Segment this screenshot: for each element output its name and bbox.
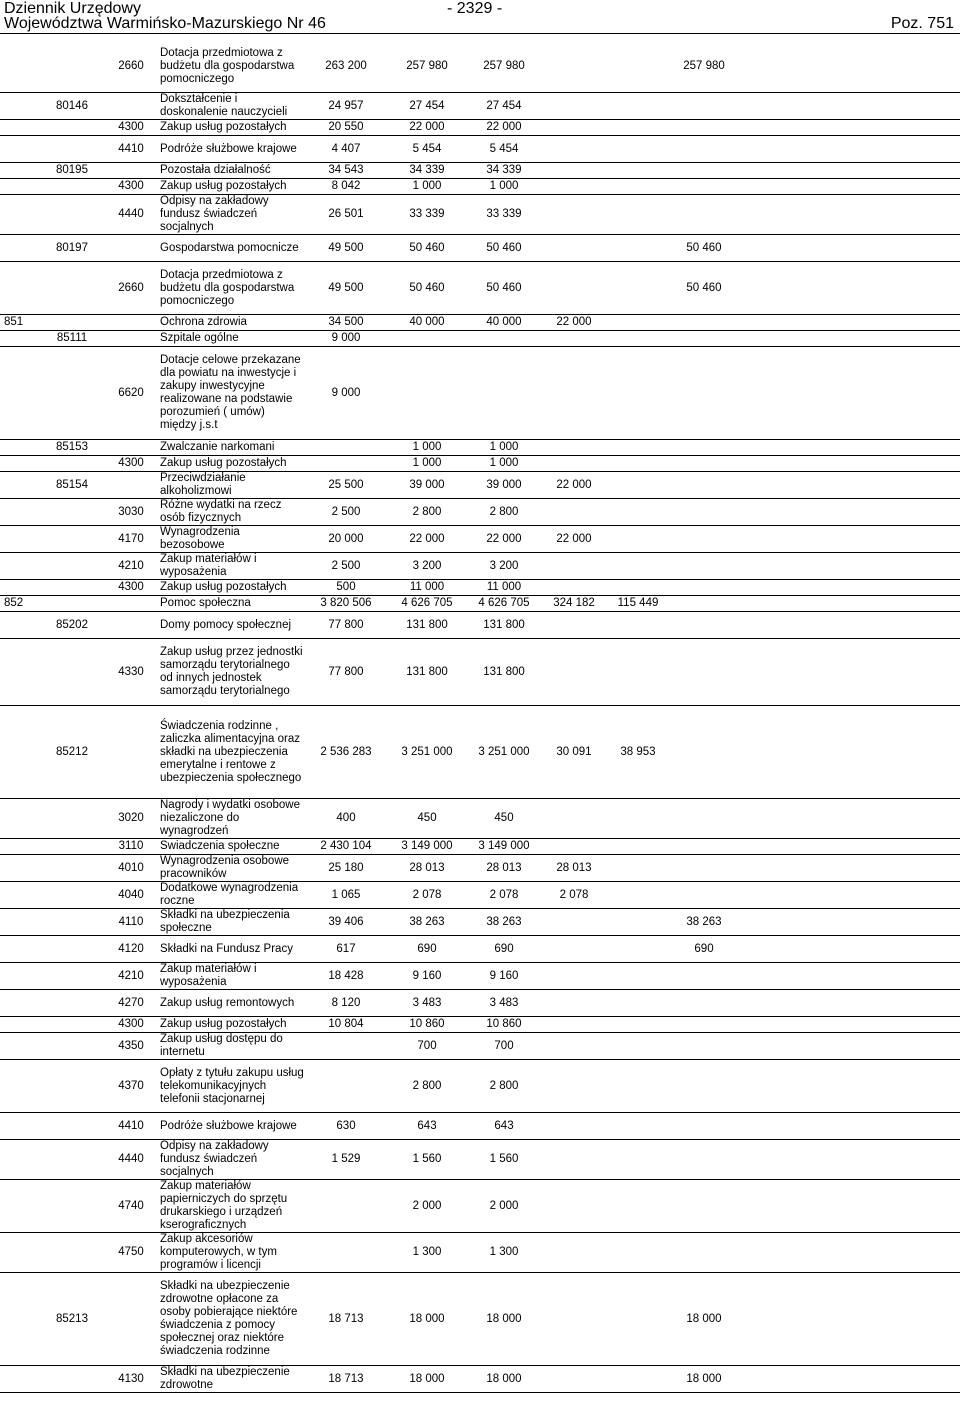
- journal-subtitle: Województwa Warmińsko-Mazurskiego Nr 46: [4, 15, 326, 32]
- amount-cell-2: 1 000: [412, 441, 442, 453]
- amount-cell-2: 690: [417, 942, 437, 955]
- paragraph-cell: 4410: [118, 1119, 144, 1132]
- paragraph-cell: 4010: [118, 861, 144, 874]
- paragraph-cell: 4210: [118, 969, 144, 982]
- description-cell: Opłaty z tytułu zakupu usług telekomunikacyjnych telefonii stacjonarnej: [160, 1066, 304, 1105]
- amount-cell-6: 18 000: [686, 1312, 722, 1325]
- amount-cell-2: 18 000: [409, 1372, 445, 1385]
- amount-cell-2: 2 800: [412, 1079, 442, 1092]
- amount-cell-1: 8 042: [331, 180, 361, 192]
- amount-cell-2: 1 000: [412, 457, 442, 469]
- table-row: [0, 1233, 960, 1273]
- amount-cell-3: 4 626 705: [478, 597, 530, 609]
- amount-cell-2: 40 000: [409, 316, 445, 328]
- table-row: [0, 909, 960, 936]
- table-row: [0, 580, 960, 596]
- table-row: [0, 472, 960, 499]
- amount-cell-3: 257 980: [483, 59, 525, 72]
- amount-cell-3: 131 800: [483, 618, 525, 631]
- amount-cell-3: 1 300: [489, 1246, 519, 1258]
- paragraph-cell: 4130: [118, 1372, 144, 1385]
- table-row: [0, 120, 960, 136]
- table-row: [0, 499, 960, 526]
- amount-cell-3: 18 000: [486, 1372, 522, 1385]
- paragraph-cell: 2660: [118, 281, 144, 294]
- amount-cell-3: 22 000: [486, 121, 522, 133]
- division-cell: 852: [4, 597, 24, 609]
- amount-cell-1: 34 543: [328, 164, 364, 176]
- amount-cell-3: 27 454: [486, 99, 522, 112]
- paragraph-cell: 4300: [118, 180, 144, 192]
- description-cell: Gospodarstwa pomocnicze: [160, 241, 299, 254]
- amount-cell-1: 24 957: [328, 99, 364, 112]
- description-cell: Zakup materiałów papierniczych do sprzętu drukarskiego i urządzeń kserograficznych: [160, 1180, 288, 1231]
- amount-cell-2: 27 454: [409, 99, 445, 112]
- table-row: [0, 262, 960, 315]
- amount-cell-2: 643: [417, 1119, 437, 1132]
- paragraph-cell: 4120: [118, 942, 144, 955]
- chapter-cell: 80197: [56, 241, 88, 254]
- paragraph-cell: 4410: [118, 142, 144, 155]
- amount-cell-2: 22 000: [409, 121, 445, 133]
- table-row: [0, 440, 960, 456]
- amount-cell-1: 18 713: [328, 1312, 364, 1325]
- amount-cell-3: 3 251 000: [478, 745, 530, 758]
- amount-cell-3: 18 000: [486, 1312, 522, 1325]
- amount-cell-2: 18 000: [409, 1312, 445, 1325]
- amount-cell-3: 10 860: [486, 1018, 522, 1030]
- amount-cell-2: 33 339: [409, 208, 445, 220]
- amount-cell-1: 49 500: [328, 281, 364, 294]
- paragraph-cell: 4210: [118, 559, 144, 572]
- amount-cell-3: 690: [494, 942, 514, 955]
- amount-cell-3: 1 000: [489, 180, 519, 192]
- table-row: [0, 456, 960, 472]
- amount-cell-4: 324 182: [553, 597, 595, 609]
- description-cell: Podróże służbowe krajowe: [160, 1119, 297, 1132]
- paragraph-cell: 4300: [118, 121, 144, 133]
- paragraph-cell: 4440: [118, 208, 144, 220]
- description-cell: Zakup usług pozostałych: [160, 180, 287, 192]
- amount-cell-3: 1 560: [489, 1153, 519, 1165]
- table-row: [0, 839, 960, 855]
- amount-cell-1: 500: [336, 581, 356, 593]
- table-row: [0, 706, 960, 799]
- table-row: [0, 1366, 960, 1393]
- table-row: [0, 136, 960, 163]
- amount-cell-2: 3 149 000: [401, 840, 453, 852]
- amount-cell-3: 450: [494, 812, 514, 824]
- table-row: [0, 1113, 960, 1140]
- amount-cell-1: 4 407: [331, 142, 361, 155]
- description-cell: Pozostała działalność: [160, 164, 271, 176]
- chapter-cell: 85111: [56, 332, 88, 344]
- amount-cell-1: 2 500: [331, 505, 361, 518]
- amount-cell-2: 257 980: [406, 59, 448, 72]
- amount-cell-1: 9 000: [331, 332, 361, 344]
- amount-cell-3: 50 460: [486, 241, 522, 254]
- paragraph-cell: 3110: [118, 840, 144, 852]
- amount-cell-2: 3 483: [412, 996, 442, 1009]
- header-rule: [0, 33, 960, 34]
- chapter-cell: 85213: [56, 1312, 88, 1325]
- amount-cell-1: 25 180: [328, 861, 364, 874]
- amount-cell-2: 2 800: [412, 505, 442, 518]
- description-cell: Dotacja przedmiotowa z budżetu dla gospodarstwa pomocniczego: [160, 46, 295, 85]
- paragraph-cell: 4110: [118, 915, 144, 928]
- amount-cell-6: 38 263: [686, 915, 722, 928]
- description-cell: Zakup usług pozostałych: [160, 1018, 287, 1030]
- table-row: [0, 882, 960, 909]
- amount-cell-4: 22 000: [556, 478, 592, 491]
- amount-cell-4: 28 013: [556, 861, 592, 874]
- paragraph-cell: 3020: [118, 812, 144, 824]
- paragraph-cell: 6620: [118, 386, 144, 399]
- amount-cell-6: 257 980: [683, 59, 725, 72]
- amount-cell-1: 3 820 506: [320, 597, 372, 609]
- description-cell: Zakup usług remontowych: [160, 996, 295, 1009]
- amount-cell-3: 3 483: [489, 996, 519, 1009]
- description-cell: Zakup usług pozostałych: [160, 121, 287, 133]
- amount-cell-3: 9 160: [489, 969, 519, 982]
- amount-cell-3: 700: [494, 1039, 514, 1052]
- amount-cell-3: 39 000: [486, 478, 522, 491]
- paragraph-cell: 4330: [118, 665, 144, 678]
- table-row: [0, 1060, 960, 1113]
- paragraph-cell: 4370: [118, 1079, 144, 1092]
- amount-cell-2: 34 339: [409, 164, 445, 176]
- amount-cell-1: 20 550: [328, 121, 364, 133]
- amount-cell-1: 18 428: [328, 969, 364, 982]
- amount-cell-6: 50 460: [686, 281, 722, 294]
- paragraph-cell: 4750: [118, 1246, 144, 1258]
- paragraph-cell: 3030: [118, 505, 144, 518]
- amount-cell-1: 2 500: [331, 559, 361, 572]
- description-cell: Dokształcenie i doskonalenie nauczycieli: [160, 93, 288, 118]
- description-cell: Domy pomocy społecznej: [160, 618, 292, 631]
- amount-cell-5: 38 953: [620, 745, 656, 758]
- table-row: [0, 235, 960, 262]
- paragraph-cell: 4270: [118, 996, 144, 1009]
- table-row: [0, 331, 960, 347]
- description-cell: Zakup usług dostępu do internetu: [160, 1033, 283, 1058]
- amount-cell-4: 30 091: [556, 745, 592, 758]
- table-row: [0, 639, 960, 706]
- table-row: [0, 40, 960, 93]
- paragraph-cell: 4740: [118, 1199, 144, 1212]
- chapter-cell: 85153: [56, 441, 88, 453]
- amount-cell-2: 38 263: [409, 915, 445, 928]
- amount-cell-1: 617: [336, 942, 356, 955]
- amount-cell-2: 50 460: [409, 241, 445, 254]
- amount-cell-1: 630: [336, 1119, 356, 1132]
- description-cell: Zakup usług przez jednostki samorządu terytorialnego od innych jednostek samorządu terytorialnego: [160, 646, 303, 697]
- amount-cell-4: 2 078: [559, 888, 589, 901]
- description-cell: Składki na Fundusz Pracy: [160, 942, 293, 955]
- table-row: [0, 1033, 960, 1060]
- amount-cell-2: 50 460: [409, 281, 445, 294]
- amount-cell-5: 115 449: [617, 597, 659, 609]
- description-cell: Swiadczenia społeczne: [160, 840, 280, 852]
- amount-cell-1: 10 804: [328, 1018, 364, 1030]
- amount-cell-1: 18 713: [328, 1372, 364, 1385]
- amount-cell-2: 1 000: [412, 180, 442, 192]
- amount-cell-1: 77 800: [328, 618, 364, 631]
- amount-cell-2: 9 160: [412, 969, 442, 982]
- table-row: [0, 195, 960, 235]
- amount-cell-2: 131 800: [406, 618, 448, 631]
- table-row: [0, 855, 960, 882]
- description-cell: Zakup materiałów i wyposażenia: [160, 963, 257, 988]
- table-row: [0, 526, 960, 553]
- paragraph-cell: 4440: [118, 1153, 144, 1165]
- amount-cell-1: 9 000: [331, 386, 361, 399]
- table-row: [0, 596, 960, 612]
- amount-cell-2: 1 300: [412, 1246, 442, 1258]
- amount-cell-2: 22 000: [409, 532, 445, 545]
- amount-cell-3: 40 000: [486, 316, 522, 328]
- chapter-cell: 80146: [56, 99, 88, 112]
- paragraph-cell: 2660: [118, 59, 144, 72]
- description-cell: Świadczenia rodzinne , zaliczka alimentacyjna oraz składki na ubezpieczenia emerytalne i rentowe z ubezpieczenia społecznego: [160, 719, 302, 784]
- amount-cell-3: 11 000: [486, 581, 522, 593]
- description-cell: Ochrona zdrowia: [160, 316, 247, 328]
- amount-cell-3: 2 800: [489, 1079, 519, 1092]
- journal-title: Dziennik Urzędowy: [4, 0, 141, 17]
- amount-cell-6: 18 000: [686, 1372, 722, 1385]
- description-cell: Zakup akcesoriów komputerowych, w tym programów i licencji: [160, 1233, 277, 1271]
- chapter-cell: 85154: [56, 478, 88, 491]
- description-cell: Podróże służbowe krajowe: [160, 142, 297, 155]
- description-cell: Składki na ubezpieczenie zdrowotne opłacone za osoby pobierające niektóre świadczenia z pomocy społecznej oraz niektóre świadczenia rodzinne: [160, 1280, 298, 1357]
- table-row: [0, 347, 960, 440]
- paragraph-cell: 4300: [118, 1018, 144, 1030]
- amount-cell-1: 77 800: [328, 665, 364, 678]
- description-cell: Dotacja przedmiotowa z budżetu dla gospodarstwa pomocniczego: [160, 268, 295, 307]
- amount-cell-3: 2 078: [489, 888, 519, 901]
- table-row: [0, 936, 960, 963]
- amount-cell-2: 11 000: [409, 581, 445, 593]
- chapter-cell: 85202: [56, 618, 88, 631]
- amount-cell-2: 28 013: [409, 861, 445, 874]
- amount-cell-3: 38 263: [486, 915, 522, 928]
- table-row: [0, 553, 960, 580]
- page-number: - 2329 -: [447, 0, 503, 17]
- table-row: [0, 612, 960, 639]
- amount-cell-2: 2 000: [412, 1199, 442, 1212]
- amount-cell-3: 3 149 000: [478, 840, 530, 852]
- description-cell: Różne wydatki na rzecz osób fizycznych: [160, 499, 282, 524]
- chapter-cell: 80195: [56, 164, 88, 176]
- description-cell: Szpitale ogólne: [160, 332, 239, 344]
- description-cell: Zwalczanie narkomani: [160, 441, 275, 453]
- amount-cell-3: 22 000: [486, 532, 522, 545]
- paragraph-cell: 4300: [118, 457, 144, 469]
- amount-cell-1: 39 406: [328, 915, 364, 928]
- description-cell: Składki na ubezpieczenie zdrowotne: [160, 1366, 290, 1391]
- description-cell: Odpisy na zakładowy fundusz świadczeń socjalnych: [160, 195, 269, 233]
- amount-cell-3: 3 200: [489, 559, 519, 572]
- table-row: [0, 1180, 960, 1233]
- amount-cell-3: 1 000: [489, 441, 519, 453]
- amount-cell-2: 3 200: [412, 559, 442, 572]
- paragraph-cell: 4170: [118, 532, 144, 545]
- amount-cell-3: 131 800: [483, 665, 525, 678]
- description-cell: Wynagrodzenia osobowe pracowników: [160, 855, 290, 880]
- budget-table: [0, 40, 960, 1393]
- description-cell: Dotacje celowe przekazane dla powiatu na inwestycje i zakupy inwestycyjne realizowane na podstawie porozumień ( umów) między j.s.t: [160, 354, 301, 431]
- table-row: [0, 1017, 960, 1033]
- amount-cell-4: 22 000: [556, 532, 592, 545]
- amount-cell-2: 131 800: [406, 665, 448, 678]
- amount-cell-3: 28 013: [486, 861, 522, 874]
- amount-cell-3: 34 339: [486, 164, 522, 176]
- amount-cell-1: 20 000: [328, 532, 364, 545]
- amount-cell-1: 8 120: [331, 996, 361, 1009]
- amount-cell-3: 33 339: [486, 208, 522, 220]
- description-cell: Dodatkowe wynagrodzenia roczne: [160, 882, 299, 907]
- table-row: [0, 315, 960, 331]
- description-cell: Odpisy na zakładowy fundusz świadczeń socjalnych: [160, 1140, 269, 1178]
- amount-cell-2: 2 078: [412, 888, 442, 901]
- position-number: Poz. 751: [890, 15, 954, 32]
- amount-cell-2: 5 454: [412, 142, 442, 155]
- description-cell: Zakup usług pozostałych: [160, 457, 287, 469]
- amount-cell-2: 3 251 000: [401, 745, 453, 758]
- chapter-cell: 85212: [56, 745, 88, 758]
- amount-cell-1: 400: [336, 812, 356, 824]
- table-row: [0, 990, 960, 1017]
- amount-cell-2: 1 560: [412, 1153, 442, 1165]
- table-row: [0, 93, 960, 120]
- amount-cell-2: 39 000: [409, 478, 445, 491]
- amount-cell-1: 263 200: [325, 59, 367, 72]
- table-row: [0, 1140, 960, 1180]
- amount-cell-2: 450: [417, 812, 437, 824]
- amount-cell-1: 34 500: [328, 316, 364, 328]
- table-row: [0, 963, 960, 990]
- amount-cell-1: 2 430 104: [320, 840, 372, 852]
- amount-cell-3: 643: [494, 1119, 514, 1132]
- table-row: [0, 163, 960, 179]
- description-cell: Zakup usług pozostałych: [160, 581, 287, 593]
- amount-cell-3: 2 000: [489, 1199, 519, 1212]
- amount-cell-3: 50 460: [486, 281, 522, 294]
- paragraph-cell: 4350: [118, 1039, 144, 1052]
- amount-cell-2: 10 860: [409, 1018, 445, 1030]
- amount-cell-3: 1 000: [489, 457, 519, 469]
- table-row: [0, 1273, 960, 1366]
- amount-cell-1: 25 500: [328, 478, 364, 491]
- amount-cell-1: 49 500: [328, 241, 364, 254]
- description-cell: Składki na ubezpieczenia społeczne: [160, 909, 290, 934]
- description-cell: Nagrody i wydatki osobowe niezaliczone do wynagrodzeń: [160, 799, 300, 837]
- table-row: [0, 179, 960, 195]
- amount-cell-6: 690: [694, 942, 714, 955]
- description-cell: Przeciwdziałanie alkoholizmowi: [160, 472, 246, 497]
- paragraph-cell: 4300: [118, 581, 144, 593]
- amount-cell-1: 2 536 283: [320, 745, 372, 758]
- description-cell: Zakup materiałów i wyposażenia: [160, 553, 257, 578]
- table-row: [0, 799, 960, 839]
- amount-cell-3: 5 454: [489, 142, 519, 155]
- amount-cell-3: 2 800: [489, 505, 519, 518]
- amount-cell-2: 4 626 705: [401, 597, 453, 609]
- description-cell: Wynagrodzenia bezosobowe: [160, 526, 240, 551]
- amount-cell-2: 700: [417, 1039, 437, 1052]
- amount-cell-4: 22 000: [556, 316, 592, 328]
- amount-cell-1: 1 065: [331, 888, 361, 901]
- paragraph-cell: 4040: [118, 888, 144, 901]
- amount-cell-1: 1 529: [331, 1153, 361, 1165]
- description-cell: Pomoc społeczna: [160, 597, 251, 609]
- amount-cell-6: 50 460: [686, 241, 722, 254]
- amount-cell-1: 26 501: [328, 208, 364, 220]
- division-cell: 851: [4, 316, 24, 328]
